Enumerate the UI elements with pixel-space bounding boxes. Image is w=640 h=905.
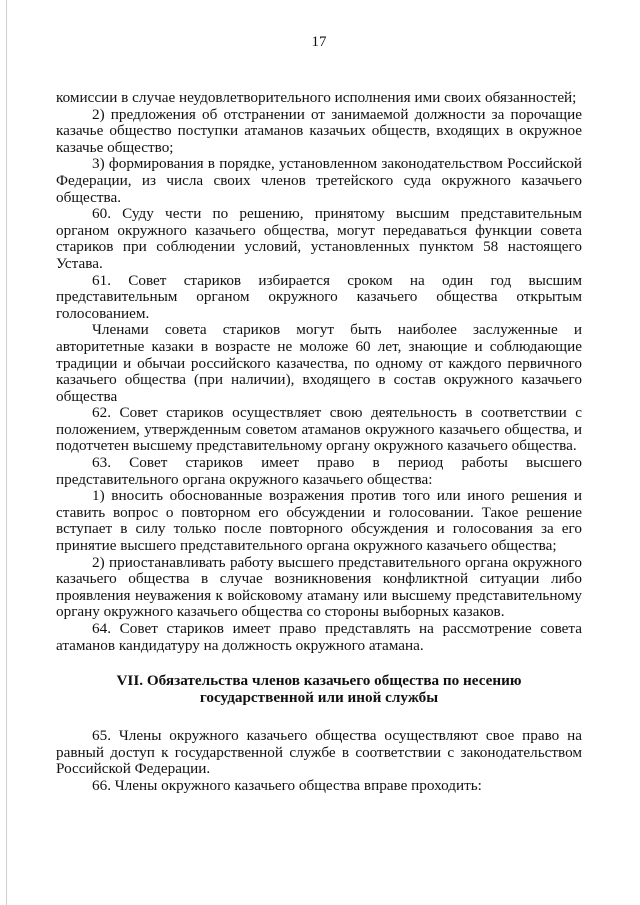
section-heading-line: VII. Обязательства членов казачьего общества по несению (116, 672, 522, 690)
body-after-section (56, 728, 582, 794)
paragraph: 1) вносить обоснованные возражения против того или иного решения и ставить вопрос о повторном его обсуждении и голосовании. Такое решение вступает в силу только после повторного обсуждения и голосования за его принятие высшего представительного органа окружного казачьего общества; (56, 487, 582, 555)
page-number: 17 (311, 34, 327, 50)
page-edge-line (6, 0, 7, 905)
paragraph: 66. Члены окружного казачьего общества вправе проходить: (92, 776, 482, 794)
paragraph: 2) предложения об отстранении от занимаемой должности за порочащие казачье общество поступки атаманов казачьих обществ, входящих в окружное казачье общество; (56, 105, 582, 156)
paragraph: 61. Совет стариков избирается сроком на один год высшим представительным органом окружного казачьего общества открытым голосованием. (56, 271, 582, 322)
paragraph: 64. Совет стариков имеет право представлять на рассмотрение совета атаманов кандидатуру на должность окружного атамана. (56, 620, 582, 654)
paragraph: 2) приостанавливать работу высшего представительного органа окружного казачьего общества в случае возникновения конфликтной ситуации либо проявления неуважения к войсковому атаману или высшему представительному органу окружного казачьего общества со стороны выборных казаков. (56, 553, 582, 621)
section-heading (56, 672, 582, 706)
paragraph: 63. Совет стариков имеет право в период работы высшего представительного органа окружного казачьего общества: (56, 454, 582, 488)
paragraph: комиссии в случае неудовлетворительного исполнения ими своих обязанностей; (56, 89, 577, 106)
body-before-section (56, 90, 582, 654)
paragraph: 65. Члены окружного казачьего общества осуществляют свое право на равный доступ к государственной службе в соответствии с законодательством Российской Федерации. (56, 727, 582, 778)
paragraph: Членами совета стариков могут быть наиболее заслуженные и авторитетные казаки в возрасте не моложе 60 лет, знающие и соблюдающие традиции и обычаи российского казачества, по одному от каждого первичного казачьего общества (при наличии), входящего в состав окружного казачьего общества (56, 321, 582, 405)
section-heading-line: государственной или иной службы (199, 689, 439, 707)
paragraph: 60. Суду чести по решению, принятому высшим представительным органом окружного казачьего общества, могут передаваться функции совета стариков при соблюдении условий, установленных пунктом 58 настоящего Устава. (56, 205, 582, 272)
paragraph: 62. Совет стариков осуществляет свою деятельность в соответствии с положением, утвержденным советом атаманов окружного казачьего общества, и подотчетен высшему представительному органу окружного казачьего общества. (56, 404, 582, 455)
paragraph: 3) формирования в порядке, установленном законодательством Российской Федерации, из числа своих членов третейского суда окружного казачьего общества. (56, 155, 582, 206)
